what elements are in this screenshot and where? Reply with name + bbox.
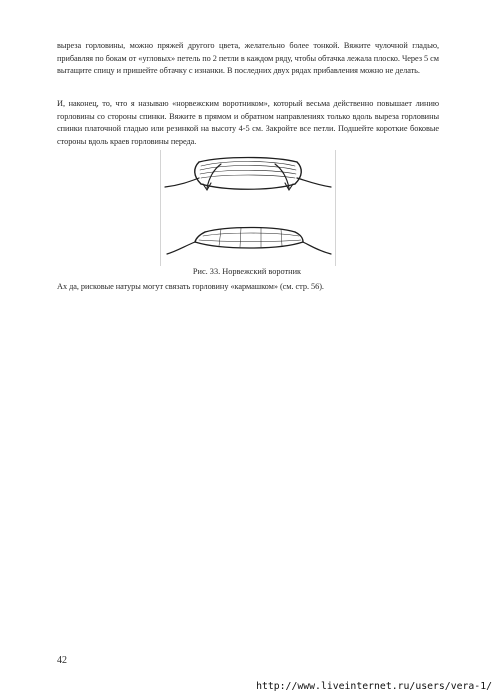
paragraph-3: Ах да, рисковые натуры могут связать горловину «кармашком» (см. стр. 56). <box>57 282 324 291</box>
norwegian-collar-illustration <box>160 150 336 266</box>
source-url-watermark: http://www.liveinternet.ru/users/vera-1/ <box>256 681 492 692</box>
page-number: 42 <box>57 655 67 666</box>
figure-caption: Рис. 33. Норвежский воротник <box>192 267 302 276</box>
paragraph-1: выреза горловины, можно пряжей другого цвета, желательно более тонкой. Вяжите чулочной гладью, прибавляя по бокам от «угловых» петель по 2 петли в каждом ряду, чтобы обтачка лежала плоско. Через 5 см вытащите спицу и пришейте обтачку с изнанки. В последних двух рядах прибавления можно не делать. <box>57 41 439 75</box>
paragraph-2: И, наконец, то, что я называю «норвежским воротником», который весьма действенно повышает линию горловины со стороны спинки. Вяжите в прямом и обратном направлениях только вдоль выреза горловины спинки платочной гладью или резинкой на высоту 4-5 см. Закройте все петли. Подшейте короткие боковые стороны вдоль краев горловины переда. <box>57 99 439 146</box>
collar-sketch-top <box>165 158 331 191</box>
collar-sketch-bottom <box>167 228 331 255</box>
